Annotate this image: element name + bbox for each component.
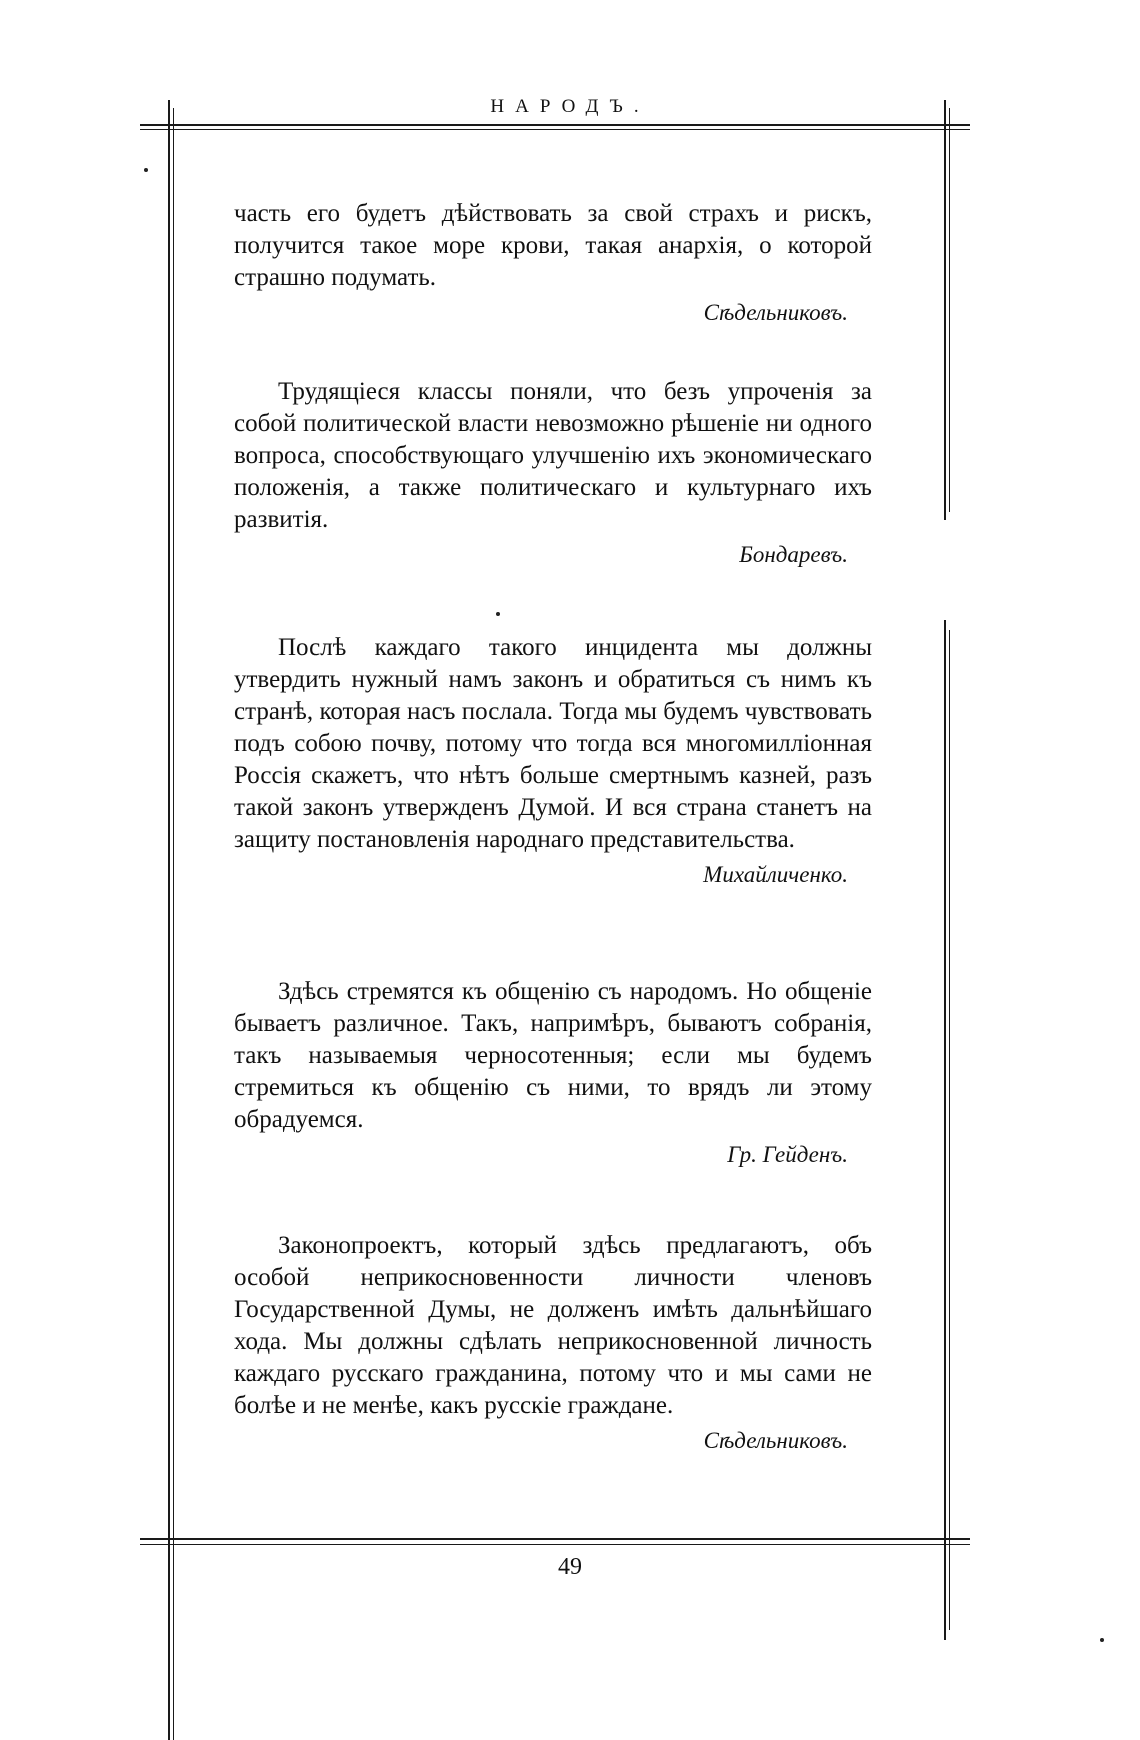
right-frame-line-bottom-thin	[949, 630, 950, 1630]
entry-text: Законопроектъ, который здѣсь предлагаютъ, объ особой неприкосновенности личности членовъ Государственной Думы, не долженъ имѣть дальнѣйшаго хода. Мы должны сдѣлать неприкосновенной личность каждаго русскаго гражданина, потому что и мы сами не болѣе и не менѣе, какъ русскіе граждане.	[234, 1232, 872, 1419]
left-frame-line-thin	[173, 108, 174, 1740]
scan-speck	[1100, 1638, 1104, 1642]
entry-text: Здѣсь стремятся къ общенію съ народомъ. Но общеніе бываетъ различное. Такъ, напримѣръ, бываютъ собранія, такъ называемыя черносотенныя; если мы будемъ стремиться къ общенію съ ними, то врядъ ли этому обрадуемся.	[234, 978, 872, 1133]
page-number: 49	[558, 1554, 582, 1580]
entry-text: Трудящіеся классы поняли, что безъ упроченія за собой политической власти невозможно рѣшеніе ни одного вопроса, способствующаго улучшенію ихъ экономическаго положенія, а также политическаго и культурнаго ихъ развитія.	[234, 378, 872, 533]
entry-author: Сѣдельниковъ.	[703, 300, 848, 325]
left-frame-line	[168, 100, 170, 1740]
entry-author: Михайличенко.	[703, 862, 848, 887]
running-header: НАРОДЪ.	[490, 96, 650, 117]
right-frame-line-bottom	[944, 620, 946, 1640]
entry-author: Сѣдельниковъ.	[703, 1428, 848, 1453]
scan-speck	[144, 168, 148, 172]
entry-author: Бондаревъ.	[739, 542, 848, 567]
entry-1	[234, 198, 872, 328]
bottom-rule	[140, 1538, 970, 1540]
scan-speck	[496, 612, 500, 616]
entry-text: часть его будетъ дѣйствовать за свой страхъ и рискъ, получится такое море крови, такая анархія, о которой страшно подумать.	[234, 200, 872, 291]
bottom-rule-thin	[140, 1544, 970, 1545]
right-frame-line-top	[944, 100, 946, 520]
entry-4	[234, 976, 872, 1170]
entry-text: Послѣ каждаго такого инцидента мы должны утвердить нужный намъ законъ и обратиться съ нимъ къ странѣ, которая насъ послала. Тогда мы будемъ чувствовать подъ собою почву, потому что тогда вся многомилліонная Россія скажетъ, что нѣтъ больше смертнымъ казней, разъ такой законъ утвержденъ Думой. И вся страна станетъ на защиту постановленія народнаго представительства.	[234, 634, 872, 853]
entry-2	[234, 376, 872, 570]
entry-3	[234, 632, 872, 890]
top-rule	[140, 124, 970, 126]
top-rule-thin	[140, 129, 970, 130]
right-frame-line-top-thin	[949, 108, 950, 512]
entry-5	[234, 1230, 872, 1456]
entry-author: Гр. Гейденъ.	[727, 1142, 848, 1167]
